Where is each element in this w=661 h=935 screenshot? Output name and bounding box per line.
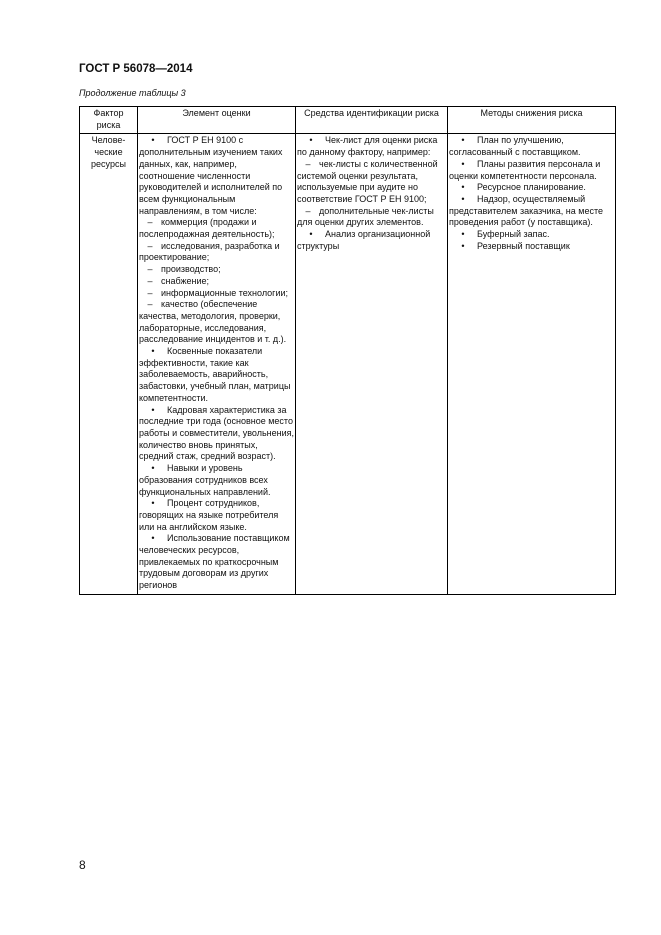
table-header-row	[80, 107, 616, 134]
list-item: • Использование поставщиком человеческих ресурсов, привлекаемых по краткосрочным трудовым договорам из других регионов	[139, 533, 290, 591]
risk-table	[79, 106, 616, 595]
list-item: • Чек-лист для оценки риска по данному фактору, например:	[297, 135, 438, 158]
list-item: • ГОСТ Р ЕН 9100 с дополнительным изучением таких данных, как, например, соотношение численности руководителей и исполнителей по всем функциональным направлениям, в том числе:	[139, 135, 283, 216]
list-item: • Косвенные показатели эффективности, такие как заболеваемость, аварийность, забастовки, учебный план, матрицы компетентности.	[139, 346, 291, 403]
page-number: 8	[79, 858, 86, 872]
header-identification: Средства идентификации риска	[296, 107, 448, 134]
header-factor: Фактор риска	[80, 107, 138, 134]
list-item: • Кадровая характеристика за последние три года (основное место работы и совместители, увольнения, количество вновь принятых, средний стаж, средний возраст).	[139, 404, 295, 462]
list-item: – снабжение;	[147, 275, 210, 286]
list-item: • Планы развития персонала и оценки компетентности персонала.	[449, 158, 601, 181]
mitigation-cell	[448, 134, 616, 594]
document-header: ГОСТ Р 56078—2014	[79, 63, 193, 75]
list-item: – исследования, разработка и проектирование;	[139, 240, 280, 263]
list-item: • Буферный запас.	[461, 229, 550, 240]
list-item: • Ресурсное планирование.	[461, 182, 586, 193]
header-element: Элемент оценки	[138, 107, 296, 134]
identification-cell	[296, 134, 448, 594]
table-row	[80, 134, 616, 594]
header-mitigation: Методы снижения риска	[448, 107, 616, 134]
table-caption: Продолжение таблицы 3	[79, 88, 186, 98]
list-item: • Резервный поставщик	[461, 240, 570, 251]
element-cell	[138, 134, 296, 594]
list-item: – качество (обеспечение качества, методология, проверки, лабораторные, исследования, расследование инцидентов и т. д.).	[139, 299, 287, 345]
factor-cell: Челове-ческие ресурсы	[80, 134, 138, 594]
list-item: – дополнительные чек-листы для оценки других элементов.	[297, 205, 434, 228]
list-item: • План по улучшению, согласованный с поставщиком.	[449, 135, 581, 158]
list-item: – информационные технологии;	[147, 287, 289, 298]
list-item: • Процент сотрудников, говорящих на языке потребителя или на английском языке.	[139, 498, 279, 532]
list-item: – производство;	[147, 264, 221, 275]
list-item: • Навыки и уровень образования сотрудников всех функциональных направлений.	[139, 463, 271, 497]
list-item: • Надзор, осуществляемый представителем заказчика, на месте проведения работ (у поставщика).	[449, 193, 603, 228]
list-item: – чек-листы с количественной системой оценки результата, используемые при аудите но соответствие ГОСТ Р ЕН 9100;	[297, 158, 438, 204]
list-item: – коммерция (продажи и послепродажная деятельность);	[139, 217, 275, 240]
list-item: • Анализ организационной структуры	[297, 229, 431, 251]
